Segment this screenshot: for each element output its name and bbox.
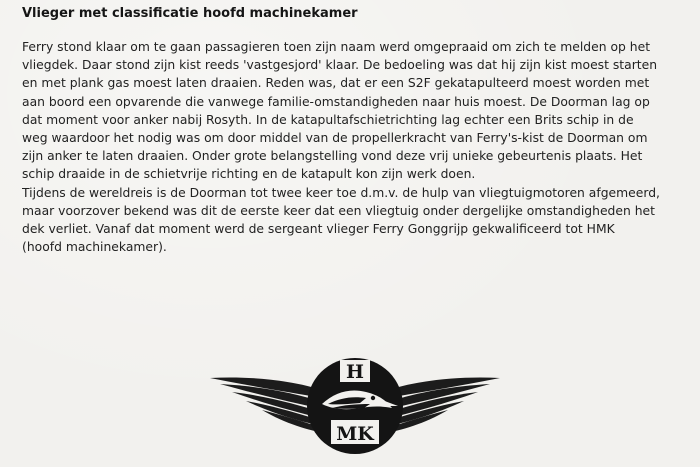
- text-line: maar voorzover bekend was dit de eerste keer dat een vliegtuig onder dergelijke omstandigheden het: [22, 203, 655, 218]
- text-line: weg waardoor het nodig was om door middel van de propellerkracht van Ferry's-kist de Doorman om: [22, 131, 648, 146]
- text-line: dek verliet. Vanaf dat moment werd de sergeant vlieger Ferry Gonggrijp gekwalificeerd tot HMK: [22, 222, 615, 237]
- hmk-wings-emblem-icon: [210, 348, 500, 458]
- page-title: Vlieger met classificatie hoofd machinekamer: [22, 6, 358, 21]
- text-line: (hoofd machinekamer).: [22, 240, 167, 255]
- text-line: en met plank gas moest laten draaien. Reden was, dat er een S2F gekatapulteerd moest worden met: [22, 76, 650, 91]
- text-line: dat moment voor anker nabij Rosyth. In de katapultafschietrichting lag echter een Brits schip in de: [22, 112, 634, 127]
- text-line: schip draaide in de schietvrije richting en de katapult kon zijn werk doen.: [22, 167, 476, 182]
- text-line: aan boord een opvarende die vanwege familie-omstandigheden naar huis moest. De Doorman lag op: [22, 94, 650, 109]
- text-line: zijn anker te laten draaien. Onder grote belangstelling vond deze vrij unieke gebeurtenis plaats. Het: [22, 149, 643, 164]
- emblem-bottom-letters: MK: [336, 423, 374, 445]
- body-paragraph: [22, 38, 694, 256]
- emblem-top-letter: H: [346, 361, 364, 383]
- text-line: vliegdek. Daar stond zijn kist reeds 'vastgesjord' klaar. De bedoeling was dat hij zijn kist moest starten: [22, 58, 658, 73]
- text-line: Ferry stond klaar om te gaan passagieren toen zijn naam werd omgepraaid om zich te melden op het: [22, 40, 651, 54]
- text-line: Tijdens de wereldreis is de Doorman tot twee keer toe d.m.v. de hulp van vliegtuigmotoren afgemeerd,: [22, 185, 660, 200]
